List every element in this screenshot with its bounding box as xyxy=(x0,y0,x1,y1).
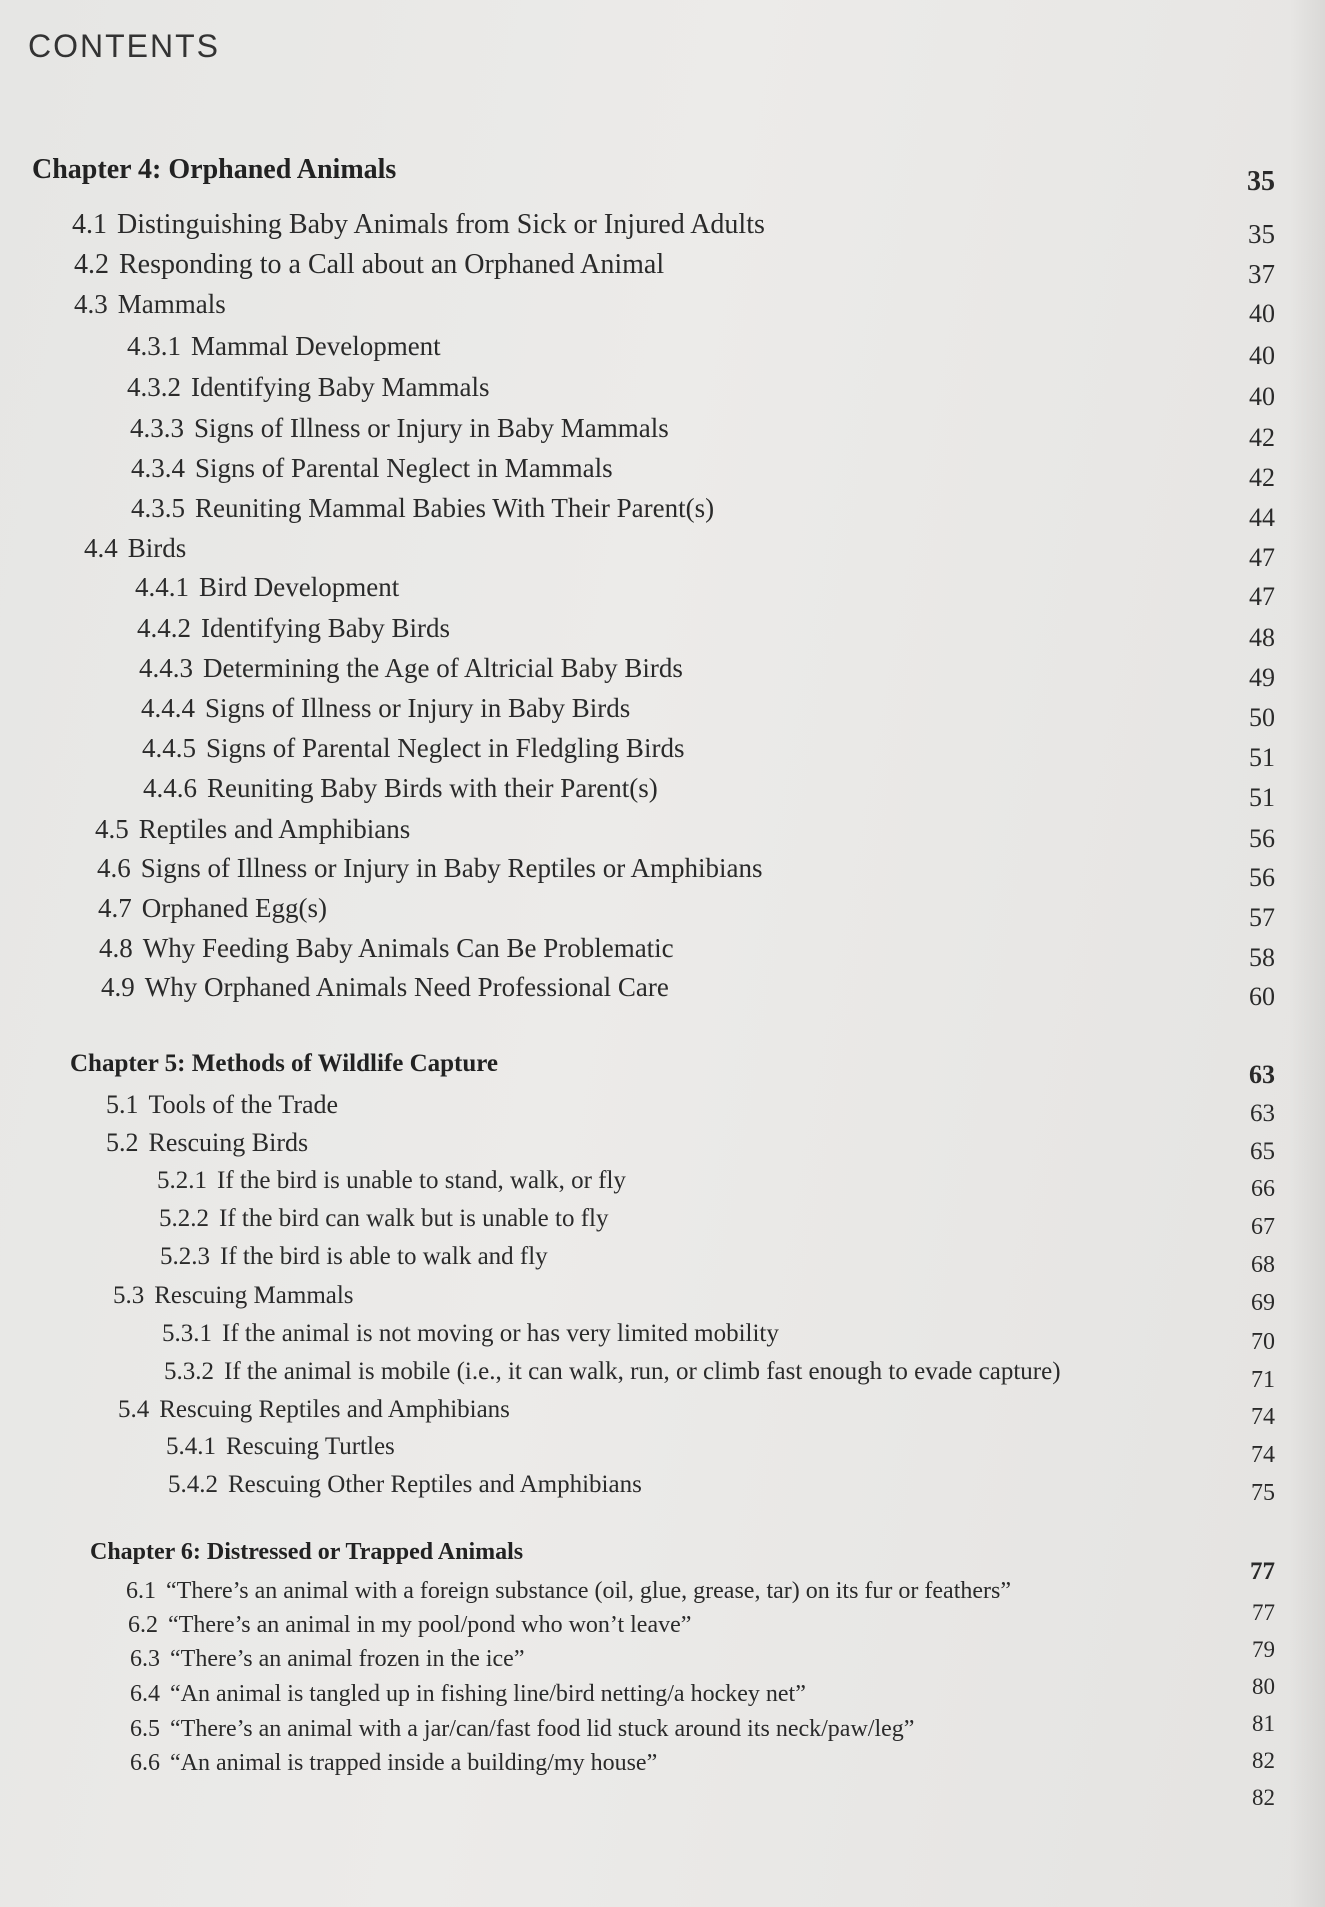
entry-title: Rescuing Birds xyxy=(148,1128,309,1157)
entry-page-number: 79 xyxy=(1252,1637,1275,1662)
entry-page-number: 63 xyxy=(1250,1100,1275,1127)
entry-title: If the bird is able to walk and fly xyxy=(220,1243,548,1270)
entry-title: Determining the Age of Altricial Baby Birds xyxy=(203,653,683,683)
toc-entry[interactable] xyxy=(130,1716,914,1743)
entry-number: 5.2.3 xyxy=(160,1243,210,1270)
entry-page-number: 42 xyxy=(1249,463,1275,492)
entry-page-number: 35 xyxy=(1248,219,1275,249)
entry-number: 5.2.1 xyxy=(157,1167,207,1194)
entry-title: Reuniting Baby Birds with their Parent(s) xyxy=(207,773,658,803)
entry-number: 5.1 xyxy=(106,1090,139,1119)
toc-entry[interactable] xyxy=(95,814,410,845)
entry-page-number: 70 xyxy=(1251,1329,1275,1355)
entry-number: 6.1 xyxy=(126,1578,156,1604)
entry-page-number: 48 xyxy=(1249,623,1275,652)
entry-number: 4.2 xyxy=(74,249,109,280)
toc-entry[interactable] xyxy=(98,893,327,924)
entry-title: Why Orphaned Animals Need Professional Care xyxy=(144,972,669,1002)
entry-title: Mammals xyxy=(117,289,226,319)
toc-entry[interactable] xyxy=(84,533,186,564)
toc-entry[interactable] xyxy=(128,1612,691,1639)
toc-entry[interactable] xyxy=(130,1750,657,1777)
entry-page-number: 80 xyxy=(1252,1674,1275,1699)
entry-number: 5.4.1 xyxy=(166,1433,216,1460)
toc-entry[interactable] xyxy=(135,572,399,603)
entry-title: Why Feeding Baby Animals Can Be Problematic xyxy=(142,933,674,963)
entry-page-number: 40 xyxy=(1249,299,1275,328)
entry-page-number: 51 xyxy=(1249,783,1275,812)
entry-page-number: 50 xyxy=(1249,703,1275,732)
toc-entry[interactable] xyxy=(72,209,765,241)
entry-page-number: 67 xyxy=(1251,1214,1275,1240)
entry-title: Signs of Illness or Injury in Baby Reptiles or Amphibians xyxy=(140,853,763,883)
contents-header: CONTENTS xyxy=(28,28,220,64)
entry-number: 5.3 xyxy=(113,1282,145,1309)
entry-number: 4.3.4 xyxy=(131,453,185,483)
entry-title: Signs of Parental Neglect in Mammals xyxy=(195,453,613,483)
toc-entry[interactable] xyxy=(141,693,630,724)
entry-page-number: 47 xyxy=(1249,543,1275,572)
entry-number: 4.4.3 xyxy=(139,653,193,683)
entry-page-number: 60 xyxy=(1249,982,1275,1011)
entry-number: 4.9 xyxy=(101,972,135,1002)
toc-entry[interactable] xyxy=(157,1167,626,1195)
entry-page-number: 82 xyxy=(1252,1748,1275,1773)
entry-number: 5.4 xyxy=(118,1396,150,1423)
entry-title: “There’s an animal in my pool/pond who won’t leave” xyxy=(168,1612,692,1638)
entry-title: Rescuing Other Reptiles and Amphibians xyxy=(228,1471,642,1498)
chapter-page-number: 77 xyxy=(1250,1558,1275,1585)
page-edge-shadow xyxy=(1289,0,1325,1907)
toc-entry[interactable] xyxy=(130,413,669,444)
chapter-title[interactable]: Chapter 6: Distressed or Trapped Animals xyxy=(90,1539,524,1565)
entry-title: Identifying Baby Birds xyxy=(201,613,450,643)
toc-entry[interactable] xyxy=(160,1243,548,1271)
entry-page-number: 69 xyxy=(1251,1290,1275,1316)
toc-entry[interactable] xyxy=(127,372,489,403)
toc-entry[interactable] xyxy=(127,331,441,362)
entry-title: “There’s an animal with a foreign substance (oil, glue, grease, tar) on its fur or feathers” xyxy=(166,1578,1012,1604)
entry-page-number: 66 xyxy=(1251,1176,1275,1202)
entry-number: 4.4.4 xyxy=(141,693,195,723)
toc-entry[interactable] xyxy=(168,1471,642,1499)
entry-page-number: 57 xyxy=(1249,903,1275,932)
entry-title: Tools of the Trade xyxy=(148,1090,339,1119)
entry-title: “An animal is tangled up in fishing line/bird netting/a hockey net” xyxy=(170,1681,806,1707)
entry-number: 5.3.1 xyxy=(162,1320,212,1347)
toc-entry[interactable] xyxy=(143,773,658,804)
entry-number: 4.5 xyxy=(95,814,129,844)
entry-number: 4.6 xyxy=(97,853,131,883)
entry-number: 4.3.2 xyxy=(127,372,181,402)
chapter-title[interactable]: Chapter 5: Methods of Wildlife Capture xyxy=(70,1050,499,1077)
toc-entry[interactable] xyxy=(101,972,669,1003)
entry-title: Orphaned Egg(s) xyxy=(141,893,327,923)
entry-page-number: 40 xyxy=(1249,341,1275,370)
entry-title: “There’s an animal frozen in the ice” xyxy=(170,1646,525,1672)
entry-number: 4.7 xyxy=(98,893,132,923)
entry-number: 6.4 xyxy=(130,1681,160,1707)
entry-page-number: 81 xyxy=(1252,1711,1275,1736)
entry-title: “An animal is trapped inside a building/my house” xyxy=(170,1750,658,1776)
entry-number: 4.4 xyxy=(84,533,118,563)
toc-entry[interactable] xyxy=(137,613,450,644)
entry-number: 4.3.1 xyxy=(127,331,181,361)
entry-page-number: 42 xyxy=(1249,423,1275,452)
toc-entry[interactable] xyxy=(118,1396,510,1424)
toc-entry[interactable] xyxy=(131,453,613,484)
toc-entry[interactable] xyxy=(106,1090,338,1120)
toc-entry[interactable] xyxy=(130,1681,806,1708)
entry-page-number: 51 xyxy=(1249,743,1275,772)
entry-number: 4.3.5 xyxy=(131,493,185,523)
toc-entry[interactable] xyxy=(74,289,226,320)
toc-entry[interactable] xyxy=(164,1358,1061,1386)
entry-page-number: 77 xyxy=(1252,1600,1275,1625)
entry-title: Signs of Illness or Injury in Baby Birds xyxy=(205,693,631,723)
entry-number: 4.4.1 xyxy=(135,572,189,602)
entry-number: 5.2 xyxy=(106,1128,139,1157)
entry-number: 4.3.3 xyxy=(130,413,184,443)
entry-number: 4.4.5 xyxy=(142,733,196,763)
entry-title: Birds xyxy=(127,533,187,563)
toc-entry[interactable] xyxy=(131,493,714,524)
toc-entry[interactable] xyxy=(139,653,683,684)
entry-page-number: 71 xyxy=(1251,1367,1275,1393)
toc-entry[interactable] xyxy=(97,853,762,884)
entry-title: Reuniting Mammal Babies With Their Parent(s) xyxy=(195,493,715,523)
entry-page-number: 49 xyxy=(1249,663,1275,692)
toc-entry[interactable] xyxy=(142,733,684,764)
entry-page-number: 74 xyxy=(1251,1404,1275,1430)
toc-entry[interactable] xyxy=(126,1578,1011,1605)
entry-page-number: 65 xyxy=(1250,1138,1275,1165)
entry-page-number: 44 xyxy=(1249,503,1275,532)
entry-page-number: 40 xyxy=(1249,382,1275,411)
entry-page-number: 68 xyxy=(1251,1252,1275,1278)
entry-page-number: 82 xyxy=(1252,1785,1275,1810)
entry-page-number: 56 xyxy=(1249,863,1275,892)
entry-title: Signs of Illness or Injury in Baby Mammals xyxy=(194,413,669,443)
toc-entry[interactable] xyxy=(113,1282,354,1310)
toc-entry[interactable] xyxy=(74,249,664,281)
entry-title: Identifying Baby Mammals xyxy=(191,372,490,402)
toc-entry[interactable] xyxy=(159,1205,608,1233)
entry-number: 6.5 xyxy=(130,1716,160,1742)
entry-number: 4.4.6 xyxy=(143,773,197,803)
entry-title: Bird Development xyxy=(199,572,400,602)
entry-number: 4.3 xyxy=(74,289,108,319)
chapter-page-number: 63 xyxy=(1249,1060,1275,1089)
entry-page-number: 56 xyxy=(1249,824,1275,853)
entry-number: 4.4.2 xyxy=(137,613,191,643)
entry-number: 5.4.2 xyxy=(168,1471,218,1498)
entry-title: If the animal is mobile (i.e., it can walk, run, or climb fast enough to evade capture) xyxy=(224,1358,1061,1385)
entry-title: “There’s an animal with a jar/can/fast food lid stuck around its neck/paw/leg” xyxy=(170,1716,915,1742)
toc-entry[interactable] xyxy=(99,933,674,964)
entry-title: Signs of Parental Neglect in Fledgling Birds xyxy=(206,733,685,763)
entry-title: If the bird can walk but is unable to fly xyxy=(219,1205,609,1232)
entry-title: Mammal Development xyxy=(191,331,441,361)
entry-title: Rescuing Turtles xyxy=(226,1433,395,1460)
toc-entry[interactable] xyxy=(106,1128,308,1158)
entry-title: Reptiles and Amphibians xyxy=(138,814,411,844)
toc-entry[interactable] xyxy=(166,1433,395,1461)
chapter-title[interactable]: Chapter 4: Orphaned Animals xyxy=(32,154,397,185)
entry-title: Responding to a Call about an Orphaned Animal xyxy=(119,249,665,280)
entry-number: 6.6 xyxy=(130,1750,160,1776)
entry-page-number: 58 xyxy=(1249,943,1275,972)
entry-title: Rescuing Reptiles and Amphibians xyxy=(159,1396,510,1423)
entry-page-number: 75 xyxy=(1251,1480,1275,1506)
entry-page-number: 47 xyxy=(1249,582,1275,611)
entry-number: 6.3 xyxy=(130,1646,160,1672)
toc-entry[interactable] xyxy=(130,1646,524,1673)
entry-page-number: 37 xyxy=(1248,259,1275,289)
toc-entry[interactable] xyxy=(162,1320,779,1348)
entry-number: 4.8 xyxy=(99,933,133,963)
entry-title: Rescuing Mammals xyxy=(154,1282,354,1309)
chapter-page-number: 35 xyxy=(1247,166,1275,197)
entry-page-number: 74 xyxy=(1251,1442,1275,1468)
entry-title: Distinguishing Baby Animals from Sick or Injured Adults xyxy=(117,209,765,240)
entry-number: 5.2.2 xyxy=(159,1205,209,1232)
entry-title: If the animal is not moving or has very limited mobility xyxy=(222,1320,779,1347)
entry-title: If the bird is unable to stand, walk, or fly xyxy=(217,1167,626,1194)
entry-number: 5.3.2 xyxy=(164,1358,214,1385)
entry-number: 4.1 xyxy=(72,209,107,240)
entry-number: 6.2 xyxy=(128,1612,158,1638)
